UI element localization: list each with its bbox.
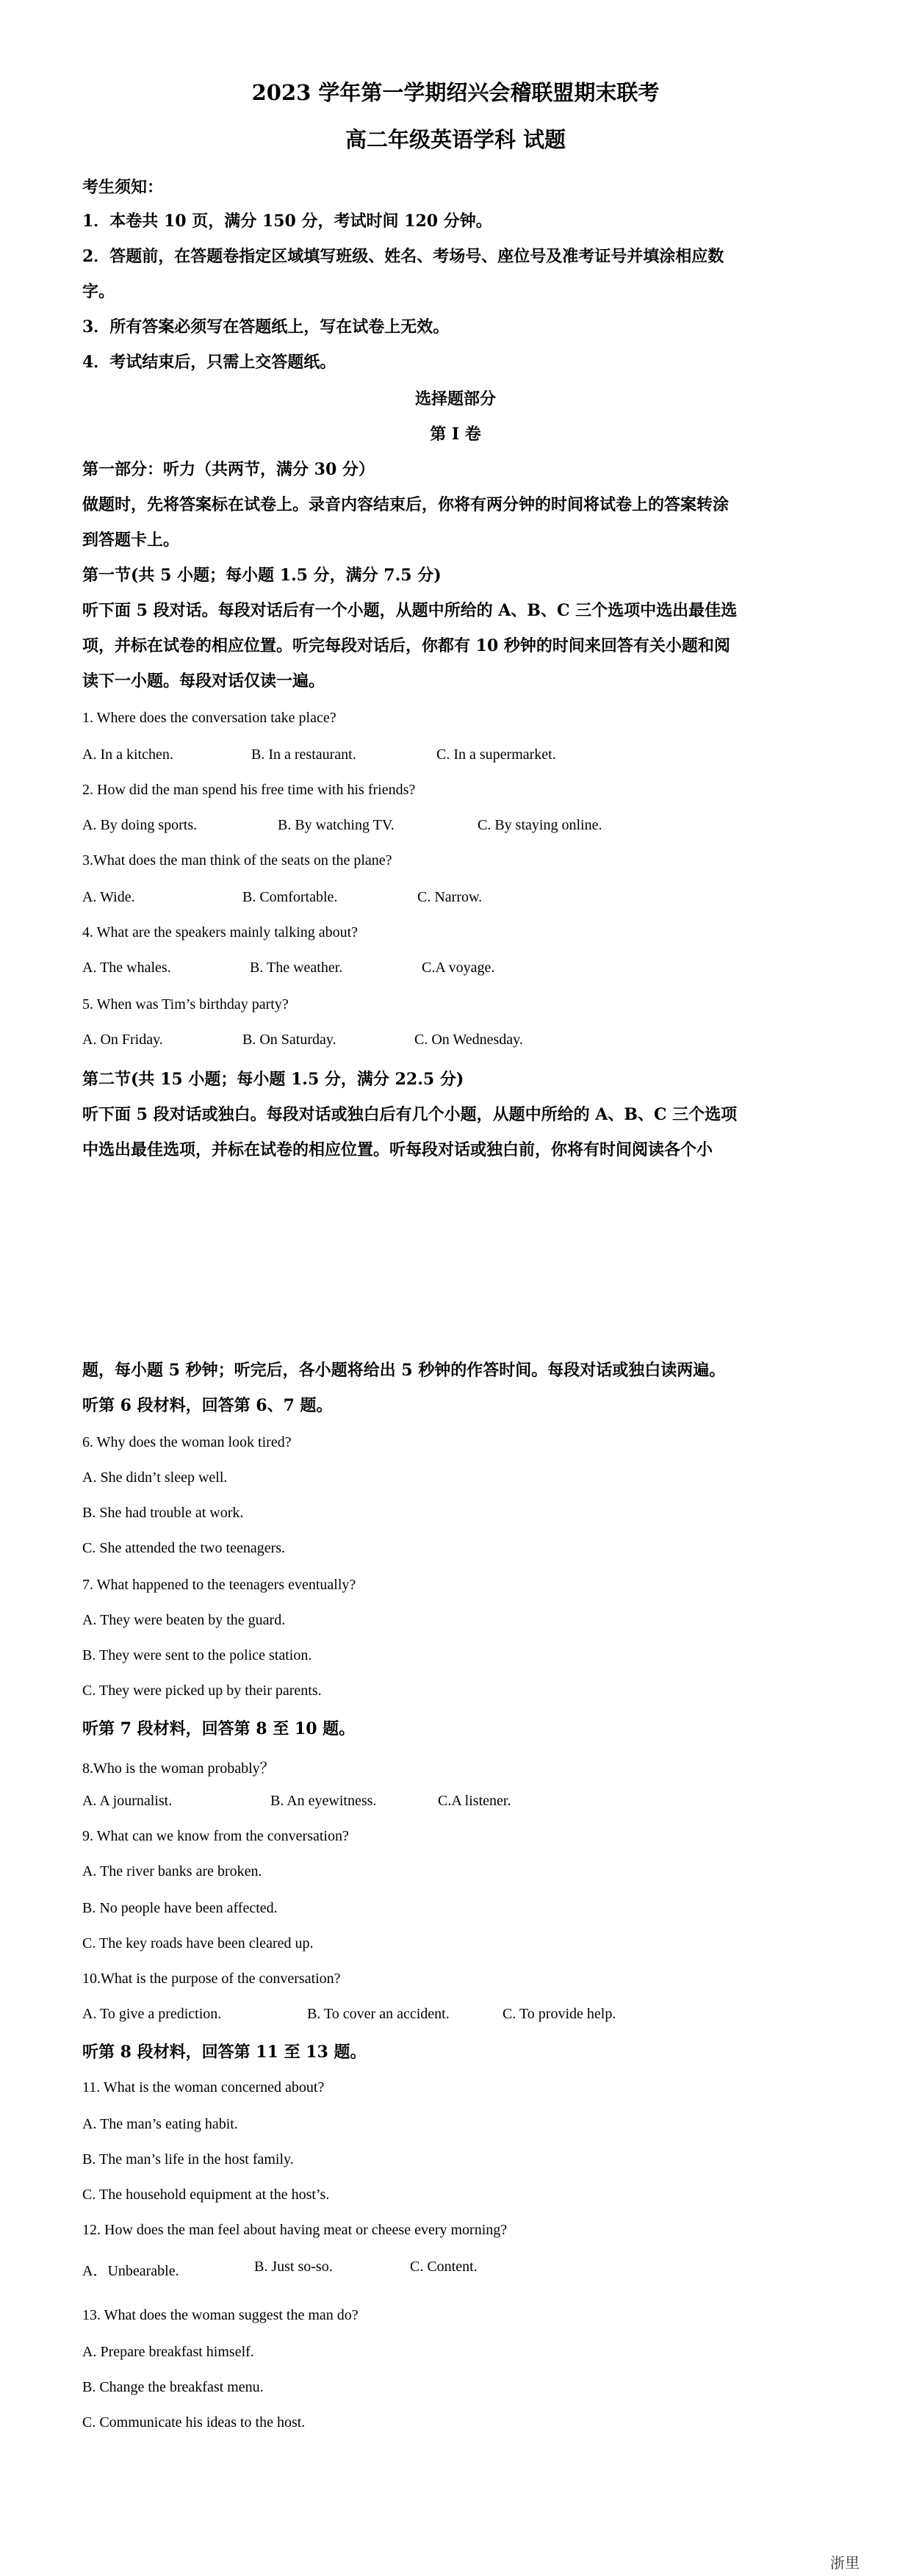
option-a: A. Prepare breakfast himself.: [82, 2344, 254, 2360]
option-c: C. They were picked up by their parents.: [82, 1683, 322, 1699]
option-c: C. On Wednesday.: [414, 1032, 523, 1048]
section2-instruction: 听下面 5 段对话或独白。每段对话或独白后有几个小题，从题中所给的 A、B、C 三个选项: [82, 1105, 738, 1124]
material-6-heading: 听第 6 段材料，回答第 6、7 题。: [82, 1396, 333, 1415]
section1-instruction: 听下面 5 段对话。每段对话后有一个小题，从题中所给的 A、B、C 三个选项中选出最佳选: [82, 601, 738, 620]
option-b: B. The weather.: [250, 960, 343, 976]
option-c: C.A listener.: [438, 1793, 511, 1809]
option-c: C. By staying online.: [478, 817, 602, 833]
question-9: 9. What can we know from the conversation?: [82, 1828, 349, 1844]
option-b: B. To cover an accident.: [307, 2006, 450, 2022]
part1-intro: 做题时，先将答案标在试卷上。录音内容结束后，你将有两分钟的时间将试卷上的答案转涂: [82, 495, 730, 514]
option-a: A. By doing sports.: [82, 817, 198, 833]
option-b: B. Change the breakfast menu.: [82, 2379, 264, 2395]
option-a: A. They were beaten by the guard.: [82, 1612, 286, 1628]
option-a: A. She didn’t sleep well.: [82, 1469, 228, 1486]
option-a: A. The river banks are broken.: [82, 1863, 262, 1879]
option-b: B. The man’s life in the host family.: [82, 2151, 294, 2167]
question-10: 10.What is the purpose of the conversation?: [82, 1971, 341, 1987]
option-c: C.A voyage.: [422, 960, 495, 976]
section1-instruction: 项，并标在试卷的相应位置。听完每段对话后，你都有 10 秒钟的时间来回答有关小题和阅: [82, 636, 730, 655]
question-4: 4. What are the speakers mainly talking about?: [82, 924, 359, 940]
option-c: C. The household equipment at the host’s.: [82, 2187, 330, 2203]
material-8-heading: 听第 8 段材料，回答第 11 至 13 题。: [82, 2043, 367, 2062]
notice-item: 4．考试结束后，只需上交答题纸。: [82, 353, 336, 372]
question-6: 6. Why does the woman look tired?: [82, 1434, 292, 1450]
part-label: 选择题部分: [414, 389, 496, 409]
question-5: 5. When was Tim’s birthday party?: [82, 996, 289, 1012]
option-a: A. The whales.: [82, 960, 171, 976]
notice-heading: 考生须知：: [82, 178, 164, 197]
option-a: A．Unbearable.: [82, 2263, 179, 2279]
material-7-heading: 听第 7 段材料，回答第 8 至 10 题。: [82, 1719, 356, 1738]
footer-region-label: 浙里: [830, 2554, 860, 2572]
exam-title: 2023 学年第一学期绍兴会稽联盟期末联考: [251, 80, 660, 105]
part1-intro: 到答题卡上。: [82, 530, 180, 550]
option-c: C. She attended the two teenagers.: [82, 1540, 286, 1556]
option-b: B. She had trouble at work.: [82, 1505, 244, 1521]
option-c: C. To provide help.: [503, 2006, 616, 2022]
option-b: B. Just so-so.: [254, 2259, 333, 2275]
option-b: B. Comfortable.: [242, 889, 338, 905]
option-a: A. A journalist.: [82, 1793, 173, 1809]
option-c: C. In a supermarket.: [436, 746, 556, 763]
question-3: 3.What does the man think of the seats on the plane?: [82, 852, 392, 868]
question-1: 1. Where does the conversation take place?: [82, 710, 336, 726]
option-b: B. They were sent to the police station.: [82, 1647, 312, 1663]
notice-item: 1．本卷共 10 页，满分 150 分，考试时间 120 分钟。: [82, 212, 492, 231]
notice-item: 2．答题前，在答题卷指定区域填写班级、姓名、考场号、座位号及准考证号并填涂相应数: [82, 247, 724, 266]
option-a: A. In a kitchen.: [82, 746, 173, 763]
option-c: C. Narrow.: [417, 889, 483, 905]
notice-item: 字。: [82, 282, 115, 301]
notice-item: 3．所有答案必须写在答题纸上，写在试卷上无效。: [82, 317, 450, 337]
option-a: A. Wide.: [82, 889, 135, 905]
option-a: A. To give a prediction.: [82, 2006, 222, 2022]
part1-heading: 第一部分：听力（共两节，满分 30 分）: [82, 460, 375, 479]
option-a: A. On Friday.: [82, 1032, 163, 1048]
section2-instruction: 题，每小题 5 秒钟；听完后，各小题将给出 5 秒钟的作答时间。每段对话或独白读两遍。: [82, 1361, 726, 1380]
question-11: 11. What is the woman concerned about?: [82, 2079, 325, 2095]
section1-heading: 第一节(共 5 小题；每小题 1.5 分，满分 7.5 分): [82, 566, 442, 585]
option-c: C. The key roads have been cleared up.: [82, 1935, 314, 1951]
option-b: B. In a restaurant.: [251, 746, 356, 763]
option-c: C. Content.: [410, 2259, 478, 2275]
question-12: 12. How does the man feel about having meat or cheese every morning?: [82, 2222, 508, 2238]
option-b: B. By watching TV.: [278, 817, 395, 833]
volume-label: 第 I 卷: [430, 425, 481, 444]
question-8: 8.Who is the woman probably？: [82, 1760, 275, 1777]
option-b: B. No people have been affected.: [82, 1900, 278, 1916]
option-b: B. On Saturday.: [242, 1032, 336, 1048]
option-b: B. An eyewitness.: [270, 1793, 377, 1809]
section1-instruction: 读下一小题。每段对话仅读一遍。: [82, 672, 325, 691]
section2-heading: 第二节(共 15 小题；每小题 1.5 分，满分 22.5 分): [82, 1070, 464, 1089]
option-c: C. Communicate his ideas to the host.: [82, 2414, 306, 2431]
option-a: A. The man’s eating habit.: [82, 2116, 238, 2132]
question-7: 7. What happened to the teenagers eventually?: [82, 1577, 356, 1593]
section2-instruction: 中选出最佳选项，并标在试卷的相应位置。听每段对话或独白前，你将有时间阅读各个小: [82, 1140, 713, 1159]
question-13: 13. What does the woman suggest the man do?: [82, 2307, 359, 2323]
question-2: 2. How did the man spend his free time with his friends?: [82, 782, 416, 798]
exam-subtitle: 高二年级英语学科 试题: [345, 127, 566, 152]
